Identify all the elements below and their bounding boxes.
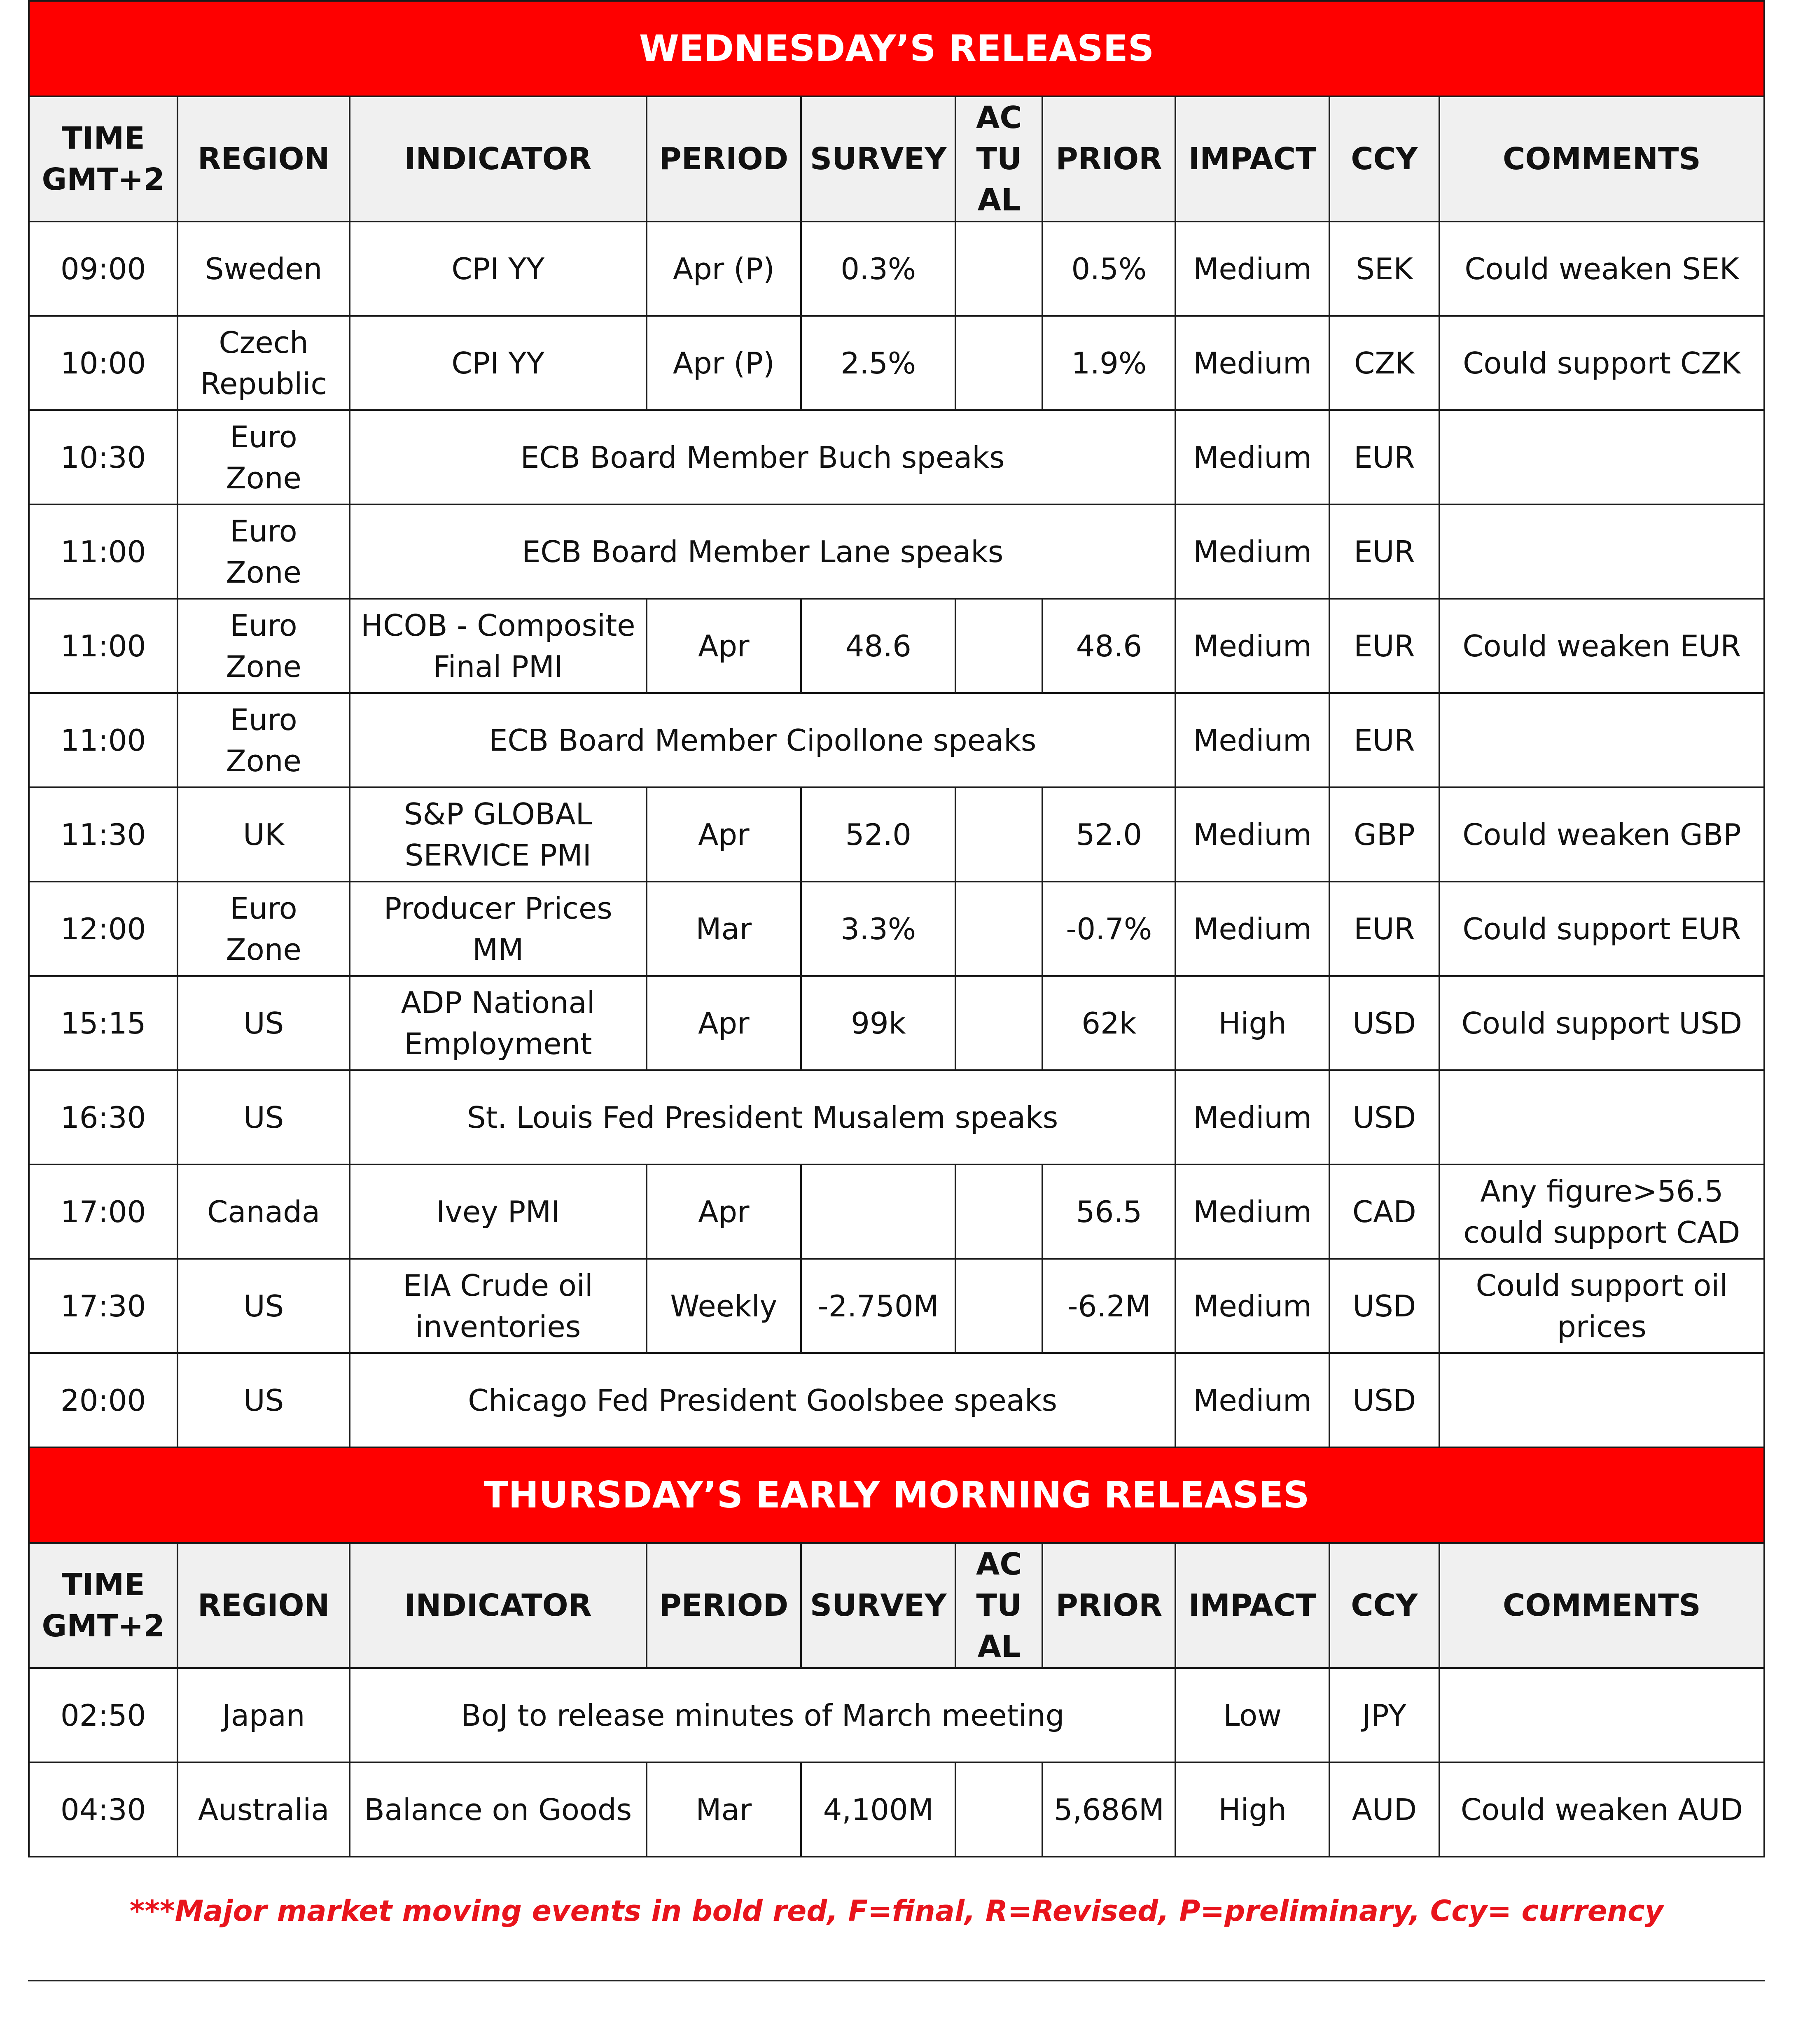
cell-comments [1439,693,1764,787]
cell-impact: Medium [1175,599,1329,693]
cell-survey: 2.5% [801,316,955,410]
section-title: THURSDAY’S EARLY MORNING RELEASES [29,1447,1764,1543]
cell-comments: Could support CZK [1439,316,1764,410]
cell-ccy: AUD [1329,1762,1439,1857]
cell-ccy: USD [1329,1070,1439,1164]
cell-region: Euro Zone [177,693,350,787]
cell-period: Mar [647,1762,801,1857]
cell-region: US [177,1070,350,1164]
cell-actual [955,976,1042,1070]
cell-impact: Medium [1175,1164,1329,1259]
table-row [29,316,1764,410]
table-row [29,504,1764,599]
cell-impact: Medium [1175,787,1329,882]
column-header-ccy: CCY [1329,1543,1439,1668]
cell-region: US [177,976,350,1070]
footnote: ***Major market moving events in bold red, F=final, R=Revised, P=preliminary, Ccy= currency [129,1894,1664,1928]
cell-survey: 99k [801,976,955,1070]
cell-region: Japan [177,1668,350,1762]
cell-time: 04:30 [29,1762,177,1857]
cell-survey: 0.3% [801,222,955,316]
cell-time: 20:00 [29,1353,177,1447]
column-header-survey: SURVEY [801,96,955,222]
cell-survey: 4,100M [801,1762,955,1857]
table-row [29,410,1764,504]
cell-time: 12:00 [29,882,177,976]
column-header-comments: COMMENTS [1439,1543,1764,1668]
cell-actual [955,316,1042,410]
cell-period: Apr (P) [647,222,801,316]
cell-comments: Could support EUR [1439,882,1764,976]
cell-time: 11:00 [29,504,177,599]
cell-prior: -6.2M [1042,1259,1175,1353]
cell-period: Mar [647,882,801,976]
column-header-ccy: CCY [1329,96,1439,222]
cell-prior: 56.5 [1042,1164,1175,1259]
cell-event: St. Louis Fed President Musalem speaks [350,1070,1176,1164]
cell-impact: Medium [1175,504,1329,599]
cell-region: US [177,1353,350,1447]
cell-impact: Medium [1175,222,1329,316]
cell-time: 16:30 [29,1070,177,1164]
cell-period: Apr [647,599,801,693]
cell-comments [1439,1070,1764,1164]
cell-actual [955,882,1042,976]
cell-prior: 1.9% [1042,316,1175,410]
cell-time: 11:00 [29,693,177,787]
cell-indicator: HCOB - Composite Final PMI [350,599,647,693]
cell-comments [1439,504,1764,599]
economic-calendar-table [28,0,1765,1857]
column-header-period: PERIOD [647,96,801,222]
section-banner [29,1,1764,96]
cell-survey [801,1164,955,1259]
cell-event: ECB Board Member Cipollone speaks [350,693,1176,787]
cell-period: Weekly [647,1259,801,1353]
cell-comments [1439,410,1764,504]
cell-ccy: EUR [1329,882,1439,976]
cell-comments: Could support oil prices [1439,1259,1764,1353]
column-header-impact: IMPACT [1175,96,1329,222]
cell-prior: -0.7% [1042,882,1175,976]
cell-region: Euro Zone [177,882,350,976]
column-header-row [29,96,1764,222]
cell-period: Apr [647,787,801,882]
cell-indicator: Ivey PMI [350,1164,647,1259]
cell-region: Euro Zone [177,599,350,693]
cell-ccy: EUR [1329,410,1439,504]
column-header-survey: SURVEY [801,1543,955,1668]
cell-comments [1439,1353,1764,1447]
cell-time: 11:00 [29,599,177,693]
table-row [29,1353,1764,1447]
cell-ccy: USD [1329,1353,1439,1447]
cell-ccy: GBP [1329,787,1439,882]
section-banner [29,1447,1764,1543]
cell-impact: Medium [1175,693,1329,787]
cell-actual [955,1164,1042,1259]
cell-period: Apr [647,976,801,1070]
cell-region: Australia [177,1762,350,1857]
cell-time: 11:30 [29,787,177,882]
column-header-prior: PRIOR [1042,1543,1175,1668]
cell-prior: 52.0 [1042,787,1175,882]
cell-time: 09:00 [29,222,177,316]
bottom-divider [28,1980,1765,1981]
cell-region: UK [177,787,350,882]
cell-impact: High [1175,976,1329,1070]
column-header-comments: COMMENTS [1439,96,1764,222]
cell-indicator: Balance on Goods [350,1762,647,1857]
table-row [29,1259,1764,1353]
table-row [29,693,1764,787]
table-row [29,882,1764,976]
table-row [29,1762,1764,1857]
cell-comments: Could weaken AUD [1439,1762,1764,1857]
cell-comments: Could weaken SEK [1439,222,1764,316]
cell-impact: Medium [1175,1353,1329,1447]
cell-ccy: EUR [1329,599,1439,693]
cell-impact: Low [1175,1668,1329,1762]
table-row [29,976,1764,1070]
column-header-period: PERIOD [647,1543,801,1668]
cell-prior: 62k [1042,976,1175,1070]
cell-indicator: ADP National Employment [350,976,647,1070]
cell-comments: Any figure>56.5 could support CAD [1439,1164,1764,1259]
cell-survey: 52.0 [801,787,955,882]
cell-indicator: CPI YY [350,316,647,410]
cell-comments: Could weaken EUR [1439,599,1764,693]
cell-actual [955,1259,1042,1353]
cell-survey: 48.6 [801,599,955,693]
cell-time: 15:15 [29,976,177,1070]
cell-impact: Medium [1175,1070,1329,1164]
cell-event: Chicago Fed President Goolsbee speaks [350,1353,1176,1447]
cell-time: 17:30 [29,1259,177,1353]
cell-period: Apr (P) [647,316,801,410]
cell-event: BoJ to release minutes of March meeting [350,1668,1176,1762]
column-header-time: TIME GMT+2 [29,1543,177,1668]
column-header-region: REGION [177,96,350,222]
cell-event: ECB Board Member Buch speaks [350,410,1176,504]
column-header-actual: AC TU AL [955,96,1042,222]
cell-prior: 0.5% [1042,222,1175,316]
column-header-row [29,1543,1764,1668]
cell-region: US [177,1259,350,1353]
table-row [29,1070,1764,1164]
cell-impact: Medium [1175,882,1329,976]
cell-impact: Medium [1175,316,1329,410]
column-header-impact: IMPACT [1175,1543,1329,1668]
cell-comments: Could weaken GBP [1439,787,1764,882]
cell-comments: Could support USD [1439,976,1764,1070]
cell-ccy: CAD [1329,1164,1439,1259]
cell-ccy: EUR [1329,693,1439,787]
cell-actual [955,222,1042,316]
cell-impact: Medium [1175,1259,1329,1353]
cell-event: ECB Board Member Lane speaks [350,504,1176,599]
cell-region: Euro Zone [177,410,350,504]
cell-prior: 5,686M [1042,1762,1175,1857]
section-title: WEDNESDAY’S RELEASES [29,1,1764,96]
cell-actual [955,1762,1042,1857]
cell-time: 10:30 [29,410,177,504]
cell-ccy: USD [1329,1259,1439,1353]
cell-comments [1439,1668,1764,1762]
cell-region: Sweden [177,222,350,316]
cell-region: Euro Zone [177,504,350,599]
cell-indicator: EIA Crude oil inventories [350,1259,647,1353]
column-header-indicator: INDICATOR [350,1543,647,1668]
cell-ccy: CZK [1329,316,1439,410]
cell-indicator: Producer Prices MM [350,882,647,976]
table-row [29,1164,1764,1259]
cell-impact: Medium [1175,410,1329,504]
cell-region: Czech Republic [177,316,350,410]
cell-time: 02:50 [29,1668,177,1762]
table-row [29,599,1764,693]
column-header-prior: PRIOR [1042,96,1175,222]
cell-prior: 48.6 [1042,599,1175,693]
cell-period: Apr [647,1164,801,1259]
column-header-time: TIME GMT+2 [29,96,177,222]
cell-impact: High [1175,1762,1329,1857]
cell-indicator: S&P GLOBAL SERVICE PMI [350,787,647,882]
cell-survey: -2.750M [801,1259,955,1353]
cell-ccy: EUR [1329,504,1439,599]
table-row [29,1668,1764,1762]
cell-survey: 3.3% [801,882,955,976]
cell-indicator: CPI YY [350,222,647,316]
cell-region: Canada [177,1164,350,1259]
cell-ccy: USD [1329,976,1439,1070]
cell-ccy: JPY [1329,1668,1439,1762]
cell-ccy: SEK [1329,222,1439,316]
cell-actual [955,787,1042,882]
column-header-indicator: INDICATOR [350,96,647,222]
cell-actual [955,599,1042,693]
cell-time: 10:00 [29,316,177,410]
table-row [29,787,1764,882]
column-header-region: REGION [177,1543,350,1668]
cell-time: 17:00 [29,1164,177,1259]
column-header-actual: AC TU AL [955,1543,1042,1668]
table-row [29,222,1764,316]
